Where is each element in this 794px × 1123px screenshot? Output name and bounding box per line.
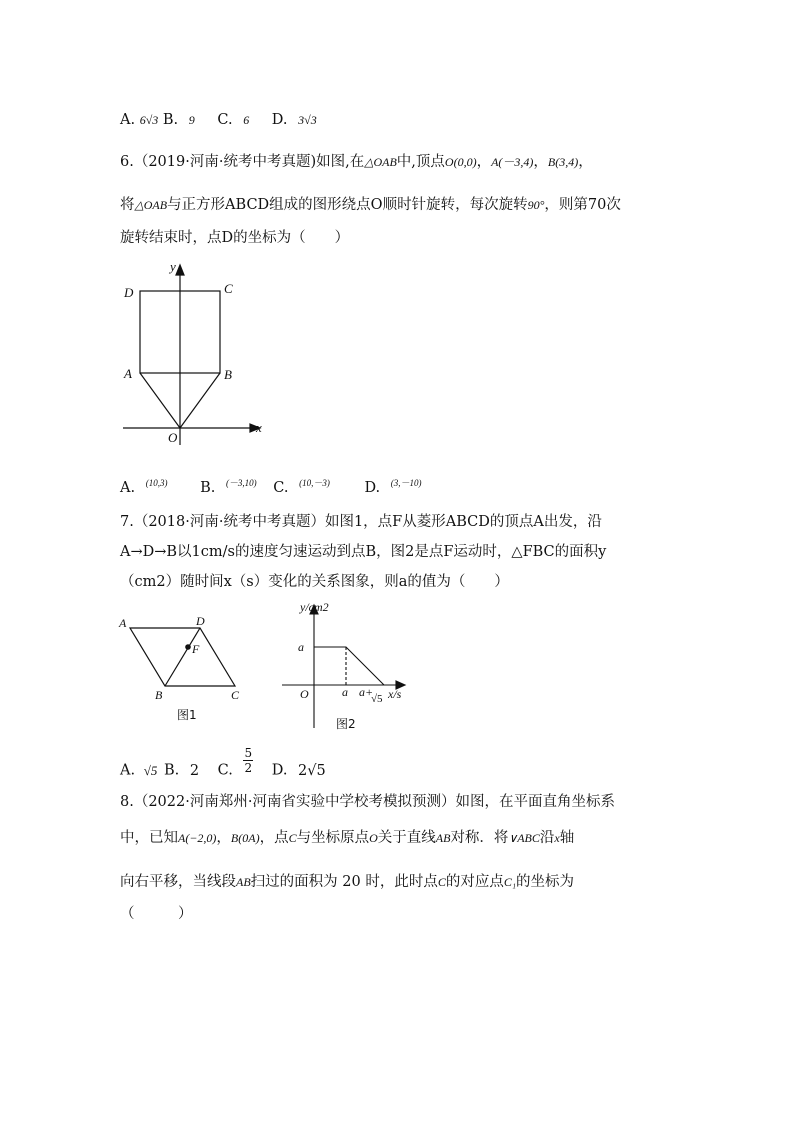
q7-label-a-plus: a+ <box>359 685 374 699</box>
q7-option-c-label: C. <box>217 762 233 779</box>
q7-option-b-label: B. <box>163 762 180 779</box>
q7-option-c-denominator: 2 <box>244 761 253 775</box>
q6-angle: 90° <box>527 198 545 212</box>
q7-label-sqrt5: √5 <box>371 693 383 705</box>
q8-text-a: ，点 <box>259 830 289 846</box>
q7-label-a-y: a <box>298 640 304 654</box>
q8-intro: 8.（2022·河南郑州·河南省实验中学校考模拟预测）如图，在平面直角坐标系 <box>120 794 615 810</box>
q6-option-d-label: D. <box>364 479 381 496</box>
q6-option-c-label: C. <box>273 479 289 496</box>
q8-text-f: 轴 <box>559 830 575 846</box>
q7-line-2 <box>120 540 606 561</box>
q6-y-arrow-icon <box>176 265 184 275</box>
q8-symbol-ab: AB <box>435 831 451 845</box>
q8-text-e: 沿 <box>539 830 555 846</box>
q8-text-g: 扫过的面积为 20 时，此时点 <box>250 874 438 890</box>
q7-options <box>120 746 326 785</box>
q6-question: 旋转结束时，点D的坐标为（ ） <box>120 230 350 246</box>
q6-option-d-value: (3,－10) <box>390 478 422 488</box>
q6-triangle-2: △OAB <box>134 198 168 212</box>
q6-label-y: y <box>170 259 176 274</box>
q5-option-c-value: 6 <box>243 113 250 127</box>
q6-triangle: △OAB <box>364 155 397 169</box>
q7-caption-2: 图2 <box>336 717 356 731</box>
q5-option-d-label: D. <box>271 112 288 128</box>
q8-text-c: 关于直线 <box>377 830 436 846</box>
q7-line-1 <box>120 510 602 531</box>
q7-option-c-fraction <box>243 746 253 775</box>
q7-point-f <box>185 644 191 650</box>
q7-caption-1: 图1 <box>177 708 197 722</box>
q8-line-1 <box>120 790 615 811</box>
q7-option-d-label: D. <box>271 762 288 779</box>
q8-sep-1: ， <box>216 830 231 846</box>
q7-label-o: O <box>300 687 309 701</box>
q8-answer-blank: （ ） <box>120 906 193 922</box>
q5-options <box>120 112 317 128</box>
q6-segment-oa <box>140 373 180 428</box>
q8-line2-prefix: 中，已知 <box>120 830 178 846</box>
q8-symbol-ab-2: AB <box>236 875 251 889</box>
q8-line-2 <box>120 826 574 847</box>
q8-symbol-c-2: C <box>437 875 446 889</box>
q8-line-4 <box>120 902 193 923</box>
q7-line-3 <box>120 570 509 591</box>
q7-label-b: B <box>155 688 163 702</box>
q6-label-b: B <box>224 367 232 382</box>
q6-point-o: O(0,0) <box>444 155 477 169</box>
q5-option-d-value: 3√3 <box>298 113 317 127</box>
q7-option-a-value: √5 <box>143 762 158 778</box>
q8-symbol-c: C <box>288 831 297 845</box>
q6-point-b: B(3,4) <box>547 155 579 169</box>
q6-point-a: A(－3,4) <box>491 155 534 169</box>
q6-label-c: C <box>224 281 233 296</box>
q8-triangle: ∨ABC <box>508 831 540 845</box>
q6-option-a-value: (10,3) <box>145 478 168 488</box>
q5-option-b-value: 9 <box>188 113 195 127</box>
q7-figure-2 <box>278 600 408 735</box>
q5-option-b-label: B. <box>162 112 179 128</box>
q6-line-1 <box>120 150 593 171</box>
q7-graph-line <box>314 647 384 685</box>
q7-option-b-value: 2 <box>189 762 200 779</box>
q8-point-b: B(0A) <box>230 831 260 845</box>
q7-figure-1 <box>115 608 255 723</box>
q8-symbol-c1: C₁ <box>503 875 517 889</box>
q7-label-a-x: a <box>342 685 348 699</box>
q7-intro: 7.（2018·河南·统考中考真题）如图1，点F从菱形ABCD的顶点A出发，沿 <box>120 514 602 530</box>
q6-label-a: A <box>124 366 132 381</box>
q8-line3-prefix: 向右平移，当线段 <box>120 874 236 890</box>
q6-intro: 6.（2019·河南·统考中考真题)如图,在 <box>120 154 365 170</box>
q8-text-h: 的对应点 <box>445 874 504 890</box>
q7-option-a-label: A. <box>120 762 136 779</box>
q6-option-a-label: A. <box>120 479 136 496</box>
q7-text-2: A→D→B以1cm/s的速度匀速运动到点B，图2是点F运动时，△FBC的面积y <box>120 544 607 560</box>
q6-label-d: D <box>124 285 134 300</box>
q6-line2-suffix: ，则第70次 <box>544 197 621 213</box>
q6-sep-1: ， <box>476 154 492 170</box>
q6-line2-text: 与正方形ABCD组成的图形绕点O顺时针旋转，每次旋转 <box>167 197 528 213</box>
q6-sep-2: ， <box>533 154 548 170</box>
q7-option-d-value: 2√5 <box>298 762 326 779</box>
q7-y-label: y/cm2 <box>300 600 329 614</box>
q5-option-a-value: 6√3 <box>139 113 159 127</box>
q7-label-c: C <box>231 688 240 702</box>
q8-text-i: 的坐标为 <box>516 874 575 890</box>
q7-option-c-numerator: 5 <box>244 746 253 760</box>
q8-point-a: A(−2,0) <box>178 831 217 845</box>
q7-label-f: F <box>192 642 200 656</box>
q8-symbol-o: O <box>369 831 378 845</box>
q5-option-c-label: C. <box>217 112 233 128</box>
q7-x-label: x/s <box>388 687 402 701</box>
q6-option-b-value: (－3,10) <box>225 478 257 488</box>
q8-symbol-x: x <box>554 831 560 845</box>
q7-question: （cm2）随时间x（s）变化的关系图象，则a的值为（ ） <box>120 574 509 590</box>
q6-label-o: O <box>168 430 178 445</box>
q7-label-a: A <box>119 616 127 630</box>
q6-line-3 <box>120 226 349 247</box>
q6-figure <box>110 255 270 450</box>
q6-options <box>120 476 422 496</box>
q7-label-d: D <box>196 614 205 628</box>
q6-segment-ob <box>180 373 220 428</box>
q6-vertex-text: 中,顶点 <box>396 154 445 170</box>
q6-line-2 <box>120 193 621 214</box>
q8-text-b: 与坐标原点 <box>296 830 370 846</box>
q6-label-x: x <box>256 420 262 435</box>
q6-option-b-label: B. <box>200 479 216 496</box>
q6-line2-prefix: 将 <box>120 197 135 213</box>
q8-line-3 <box>120 870 574 891</box>
q8-text-d: 对称．将 <box>450 830 509 846</box>
q6-option-c-value: (10,－3) <box>299 478 330 488</box>
q5-option-a-label: A. <box>120 112 136 128</box>
q7-diagonal-db <box>165 628 200 686</box>
q6-sep-3: ， <box>578 154 593 170</box>
